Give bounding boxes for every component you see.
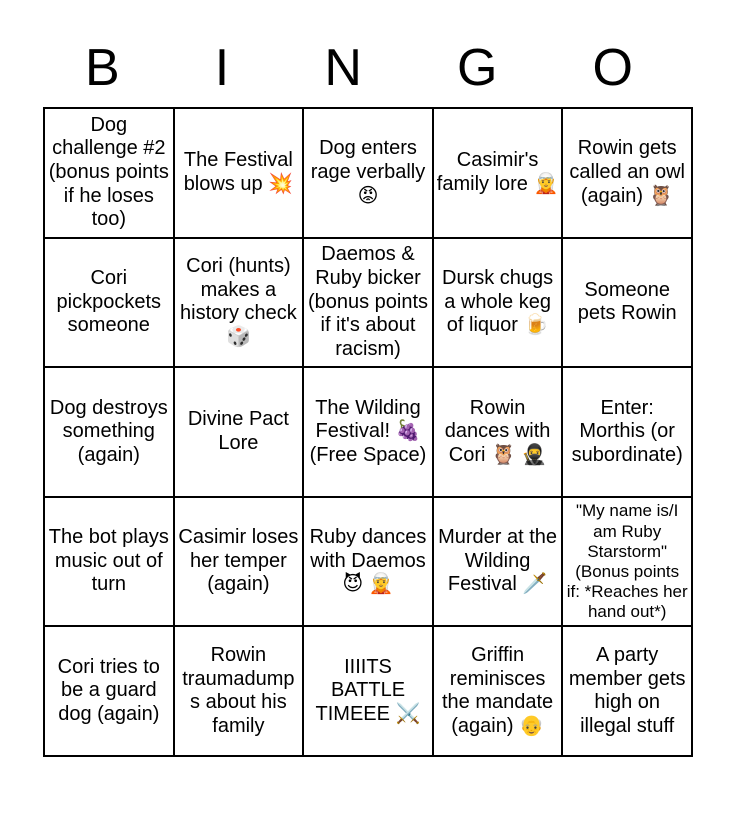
bingo-cell-text: Rowin gets called an owl (again) 🦉 <box>569 137 685 207</box>
bingo-letter-b: B <box>85 39 120 97</box>
bingo-card <box>43 107 693 757</box>
bingo-cell-text: Someone pets Rowin <box>577 278 677 325</box>
bingo-cell-r3c4[interactable] <box>434 368 562 496</box>
bingo-cell-r3c2[interactable] <box>175 368 303 496</box>
bingo-cell-text: Griffin reminisces the mandate (again) 👴 <box>441 644 554 737</box>
bingo-cell-r4c3[interactable] <box>304 498 432 626</box>
bingo-cell-text: The bot plays music out of turn <box>48 526 169 596</box>
bingo-cell-r4c4[interactable] <box>434 498 562 626</box>
bingo-cell-text: Divine Pact Lore <box>187 408 289 454</box>
bingo-cell-text: Cori pickpockets someone <box>56 267 162 337</box>
bingo-cell-text: A party member gets high on illegal stuff <box>568 644 686 737</box>
bingo-cell-text: IIIITS BATTLE TIMEEE ⚔️ <box>315 655 421 725</box>
bingo-cell-r3c1[interactable] <box>45 368 173 496</box>
bingo-cell-text: Dog enters rage verbally 😡 <box>310 137 426 207</box>
bingo-cell-r2c3[interactable] <box>304 239 432 367</box>
bingo-cell-text: Casimir's family lore 🧝 <box>436 149 559 195</box>
bingo-cell-r1c5[interactable] <box>563 109 691 237</box>
bingo-cell-free-space[interactable] <box>304 368 432 496</box>
bingo-cell-r4c5[interactable] <box>563 498 691 626</box>
bingo-cell-r4c2[interactable] <box>175 498 303 626</box>
bingo-cell-r2c1[interactable] <box>45 239 173 367</box>
bingo-cell-r1c2[interactable] <box>175 109 303 237</box>
bingo-letter-o: O <box>592 39 633 97</box>
bingo-cell-text: Murder at the Wilding Festival 🗡️ <box>438 526 558 596</box>
bingo-cell-text: The Wilding Festival! 🍇 (Free Space) <box>309 396 427 466</box>
bingo-cell-r3c5[interactable] <box>563 368 691 496</box>
bingo-letter-g: G <box>456 39 498 97</box>
bingo-cell-r4c1[interactable] <box>45 498 173 626</box>
bingo-cell-text: The Festival blows up 💥 <box>183 149 294 195</box>
bingo-cell-r2c5[interactable] <box>563 239 691 367</box>
bingo-cell-text: Casimir loses her temper (again) <box>178 526 299 596</box>
bingo-cell-text: Ruby dances with Daemos 😈 🧝 <box>309 526 427 596</box>
bingo-cell-text: Dursk chugs a whole keg of liquor 🍺 <box>442 267 554 337</box>
bingo-cell-text: Rowin traumadumps about his family <box>182 644 295 737</box>
bingo-cell-r5c5[interactable] <box>563 627 691 755</box>
bingo-cell-text: Daemos & Ruby bicker (bonus points if it's about racism) <box>307 243 429 360</box>
bingo-cell-r1c4[interactable] <box>434 109 562 237</box>
bingo-cell-r2c2[interactable] <box>175 239 303 367</box>
bingo-cell-text: Rowin dances with Cori 🦉 🥷 <box>444 396 551 466</box>
bingo-cell-r5c4[interactable] <box>434 627 562 755</box>
bingo-cell-text: Cori tries to be a guard dog (again) <box>57 655 160 725</box>
bingo-cell-r5c3[interactable] <box>304 627 432 755</box>
bingo-cell-text: Cori (hunts) makes a history check 🎲 <box>180 255 297 348</box>
bingo-cell-text: "My name is/I am Ruby Starstorm" (Bonus points if: *Reaches her hand out*) <box>566 501 688 621</box>
bingo-letter-n: N <box>324 39 362 97</box>
bingo-cell-r5c1[interactable] <box>45 627 173 755</box>
bingo-cell-r5c2[interactable] <box>175 627 303 755</box>
bingo-letter-i: I <box>214 39 230 97</box>
bingo-cell-text: Dog destroys something (again) <box>49 396 168 466</box>
bingo-cell-r1c1[interactable] <box>45 109 173 237</box>
bingo-cell-text: Dog challenge #2 (bonus points if he loses too) <box>48 113 169 231</box>
bingo-title <box>85 40 633 96</box>
bingo-cell-text: Enter: Morthis (or subordinate) <box>571 396 683 466</box>
bingo-cell-r1c3[interactable] <box>304 109 432 237</box>
bingo-cell-r2c4[interactable] <box>434 239 562 367</box>
